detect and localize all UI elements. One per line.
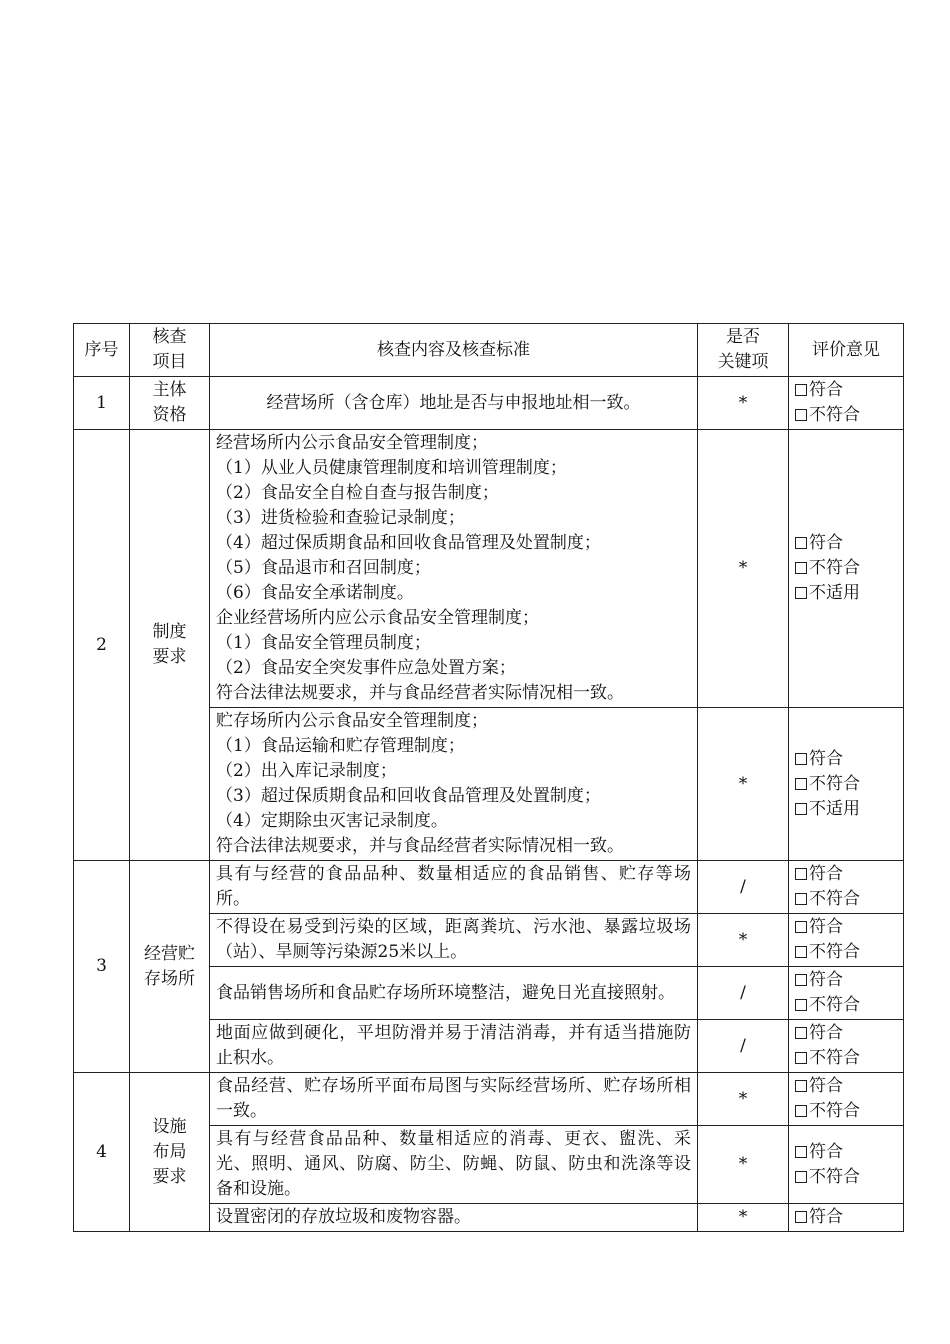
option-nonconform[interactable]: 不符合 <box>795 993 897 1018</box>
row-content: 不得设在易受到污染的区域，距离粪坑、污水池、暴露垃圾场（站）、旱厕等污染源25米以上。 <box>210 914 698 967</box>
option-nonconform[interactable]: 不符合 <box>795 772 897 797</box>
checkbox-icon[interactable] <box>795 537 807 549</box>
row-item: 设施 布局 要求 <box>130 1073 210 1232</box>
key-mark: * <box>698 1204 789 1232</box>
header-seq: 序号 <box>74 324 130 377</box>
row-seq: 3 <box>74 861 130 1073</box>
option-conform[interactable]: 符合 <box>795 1074 897 1099</box>
row-content: 地面应做到硬化，平坦防滑并易于清洁消毒，并有适当措施防止积水。 <box>210 1020 698 1073</box>
checkbox-icon[interactable] <box>795 803 807 815</box>
header-item: 核查 项目 <box>130 324 210 377</box>
row-content: 具有与经营的食品品种、数量相适应的食品销售、贮存等场所。 <box>210 861 698 914</box>
inspection-table <box>73 323 904 1232</box>
checkbox-icon[interactable] <box>795 921 807 933</box>
key-mark: * <box>698 377 789 430</box>
checkbox-icon[interactable] <box>795 1105 807 1117</box>
header-key: 是否 关键项 <box>698 324 789 377</box>
option-conform[interactable]: 符合 <box>795 968 897 993</box>
eval-options <box>789 708 904 861</box>
option-na[interactable]: 不适用 <box>795 797 897 822</box>
option-nonconform[interactable]: 不符合 <box>795 1099 897 1124</box>
option-conform[interactable]: 符合 <box>795 378 897 403</box>
checkbox-icon[interactable] <box>795 409 807 421</box>
key-mark: / <box>698 967 789 1020</box>
option-conform[interactable]: 符合 <box>795 1140 897 1165</box>
key-mark: * <box>698 914 789 967</box>
option-nonconform[interactable]: 不符合 <box>795 940 897 965</box>
table-row <box>74 1073 904 1126</box>
checkbox-icon[interactable] <box>795 893 807 905</box>
option-nonconform[interactable]: 不符合 <box>795 887 897 912</box>
row-seq: 1 <box>74 377 130 430</box>
eval-options <box>789 1020 904 1073</box>
option-nonconform[interactable]: 不符合 <box>795 403 897 428</box>
key-mark: * <box>698 708 789 861</box>
row-content: 经营场所内公示食品安全管理制度； （1）从业人员健康管理制度和培训管理制度； （2）食品安全自检自查与报告制度； （3）进货检验和查验记录制度； （4）超过保质期食品和回收食品管理及处置制度； （5）食品退市和召回制度； （6）食品安全承诺制度。 企业经营场所内应公示食品安全管理制度； （1）食品安全管理员制度； （2）食品安全突发事件应急处置方案； 符合法律法规要求，并与食品经营者实际情况相一致。 <box>210 430 698 708</box>
eval-options <box>789 861 904 914</box>
checkbox-icon[interactable] <box>795 1171 807 1183</box>
option-na[interactable]: 不适用 <box>795 581 897 606</box>
key-mark: / <box>698 1020 789 1073</box>
row-content: 经营场所（含仓库）地址是否与申报地址相一致。 <box>210 377 698 430</box>
option-nonconform[interactable]: 不符合 <box>795 1165 897 1190</box>
checkbox-icon[interactable] <box>795 562 807 574</box>
checkbox-icon[interactable] <box>795 946 807 958</box>
option-conform[interactable]: 符合 <box>795 747 897 772</box>
row-item: 经营贮 存场所 <box>130 861 210 1073</box>
eval-options <box>789 1073 904 1126</box>
eval-options <box>789 914 904 967</box>
checkbox-icon[interactable] <box>795 999 807 1011</box>
checkbox-icon[interactable] <box>795 778 807 790</box>
option-conform[interactable]: 符合 <box>795 915 897 940</box>
header-eval: 评价意见 <box>789 324 904 377</box>
checkbox-icon[interactable] <box>795 1052 807 1064</box>
row-content: 设置密闭的存放垃圾和废物容器。 <box>210 1204 698 1232</box>
table-row <box>74 430 904 708</box>
checkbox-icon[interactable] <box>795 1146 807 1158</box>
key-mark: * <box>698 430 789 708</box>
option-conform[interactable]: 符合 <box>795 531 897 556</box>
option-nonconform[interactable]: 不符合 <box>795 1046 897 1071</box>
option-nonconform[interactable]: 不符合 <box>795 556 897 581</box>
table-row <box>74 861 904 914</box>
checkbox-icon[interactable] <box>795 1080 807 1092</box>
option-conform[interactable]: 符合 <box>795 1205 897 1230</box>
eval-options <box>789 967 904 1020</box>
row-content: 具有与经营食品品种、数量相适应的消毒、更衣、盥洗、采光、照明、通风、防腐、防尘、防蝇、防鼠、防虫和洗涤等设备和设施。 <box>210 1126 698 1204</box>
row-seq: 4 <box>74 1073 130 1232</box>
checkbox-icon[interactable] <box>795 868 807 880</box>
row-content: 贮存场所内公示食品安全管理制度； （1）食品运输和贮存管理制度； （2）出入库记录制度； （3）超过保质期食品和回收食品管理及处置制度； （4）定期除虫灭害记录制度。 符合法律法规要求，并与食品经营者实际情况相一致。 <box>210 708 698 861</box>
checkbox-icon[interactable] <box>795 753 807 765</box>
header-content: 核查内容及核查标准 <box>210 324 698 377</box>
eval-options <box>789 377 904 430</box>
row-seq: 2 <box>74 430 130 861</box>
row-content: 食品销售场所和食品贮存场所环境整洁，避免日光直接照射。 <box>210 967 698 1020</box>
eval-options <box>789 1126 904 1204</box>
option-conform[interactable]: 符合 <box>795 1021 897 1046</box>
row-item: 主体 资格 <box>130 377 210 430</box>
eval-options <box>789 1204 904 1232</box>
row-content: 食品经营、贮存场所平面布局图与实际经营场所、贮存场所相一致。 <box>210 1073 698 1126</box>
row-item: 制度 要求 <box>130 430 210 861</box>
option-conform[interactable]: 符合 <box>795 862 897 887</box>
table-row <box>74 377 904 430</box>
key-mark: / <box>698 861 789 914</box>
checkbox-icon[interactable] <box>795 1027 807 1039</box>
eval-options <box>789 430 904 708</box>
checkbox-icon[interactable] <box>795 384 807 396</box>
checkbox-icon[interactable] <box>795 1211 807 1223</box>
key-mark: * <box>698 1073 789 1126</box>
checkbox-icon[interactable] <box>795 974 807 986</box>
checkbox-icon[interactable] <box>795 587 807 599</box>
key-mark: * <box>698 1126 789 1204</box>
header-row <box>74 324 904 377</box>
